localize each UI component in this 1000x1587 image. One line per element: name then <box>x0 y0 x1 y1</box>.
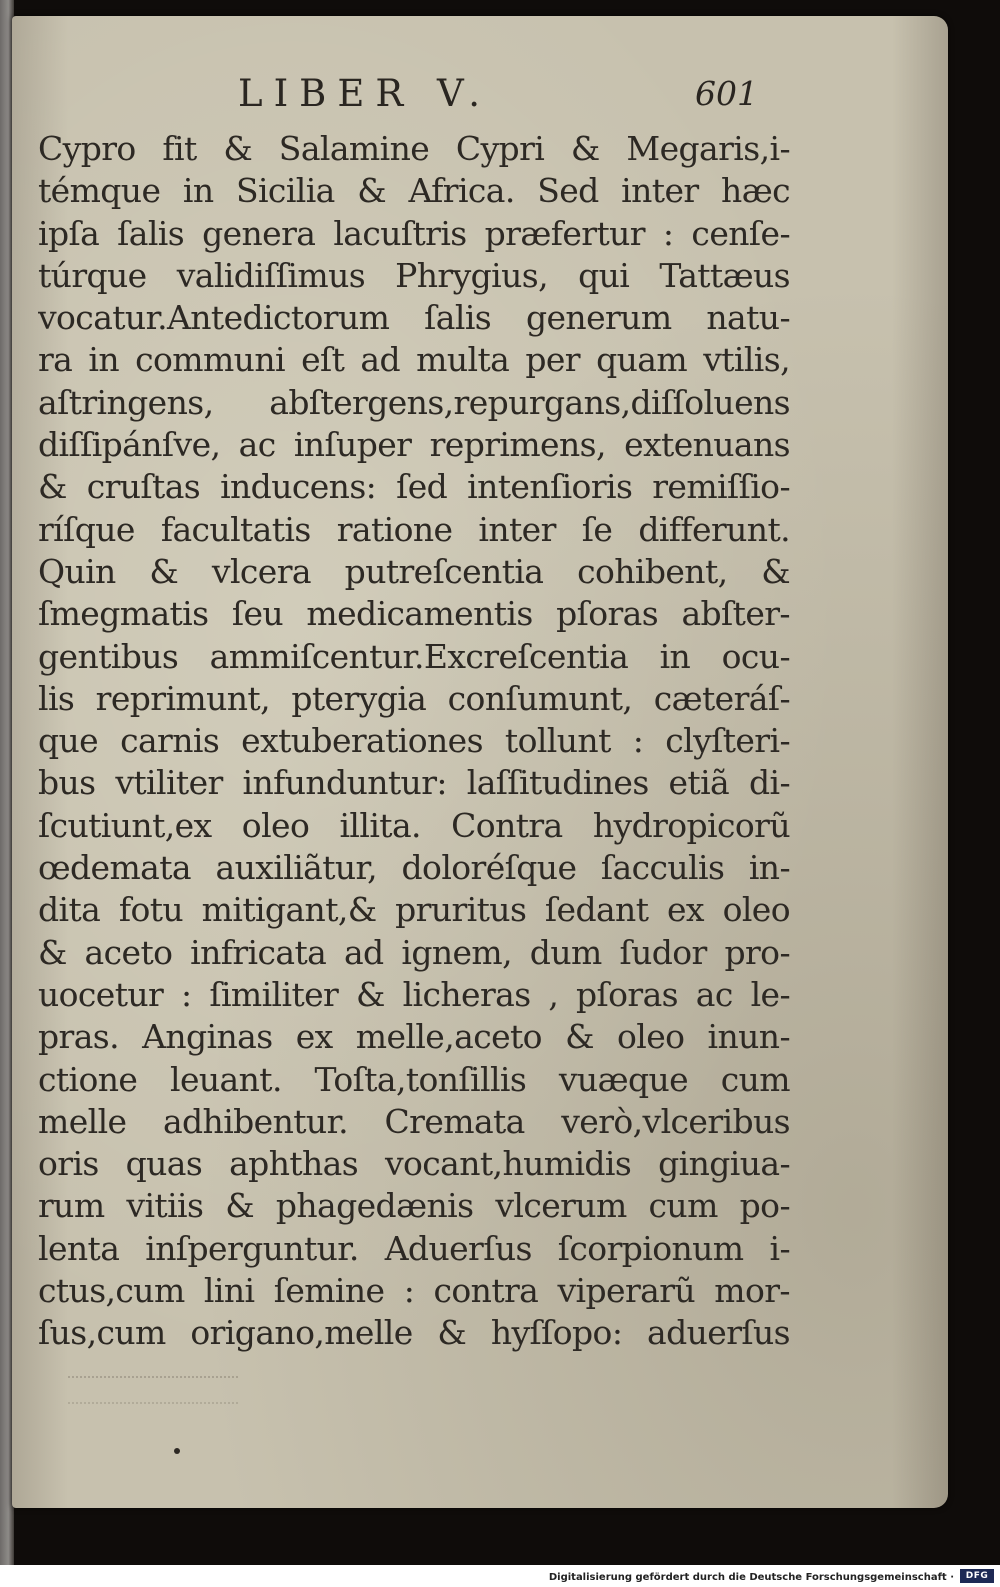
text-line: rum vitiis & phagedænis vlcerum cum po- <box>38 1186 790 1226</box>
text-line: dita fotu mitigant,& pruritus ſedant ex oleo <box>38 890 790 930</box>
text-line: ctus,cum lini ſemine : contra viperarũ mor- <box>38 1271 790 1311</box>
text-line: Cypro fit & Salamine Cypri & Megaris,i- <box>38 129 790 168</box>
text-line: diſſipánſve, ac inſuper reprimens, extenuans <box>38 425 790 465</box>
text-line: ſmegmatis ſeu medicamentis pſoras abſter- <box>38 594 790 634</box>
text-line: œdemata auxiliãtur, doloréſque ſacculis in- <box>38 848 790 888</box>
book-page <box>12 16 948 1508</box>
text-line: ríſque facultatis ratione inter ſe differunt. <box>38 509 790 549</box>
text-line: uocetur : ſimiliter & licheras , pſoras ac le- <box>38 974 790 1014</box>
text-line: & aceto infricata ad ignem, dum ſudor pro- <box>38 932 790 972</box>
show-through-mark <box>68 1376 238 1404</box>
text-line: aſtringens, abſtergens,repurgans,diſſoluens <box>38 382 790 422</box>
running-head: LIBER V. <box>238 72 492 115</box>
text-line: que carnis extuberationes tollunt : clyſteri- <box>38 721 790 761</box>
text-line: túrque validiſſimus Phrygius, qui Tattæus <box>38 255 790 295</box>
text-line: lis reprimunt, pterygia conſumunt, cæteráſ- <box>38 678 790 718</box>
text-line: Quin & vlcera putreſcentia cohibent, & <box>38 551 790 591</box>
page-number: 601 <box>695 74 758 113</box>
dfg-logo-icon: DFG <box>960 1569 994 1583</box>
text-line: vocatur.Antedictorum ſalis generum natu- <box>38 298 790 338</box>
text-line: ſus,cum origano,melle & hyſſopo: aduerſus <box>38 1313 790 1353</box>
text-line: ctione leuant. Toſta,tonſillis vuæque cum <box>38 1059 790 1099</box>
text-line: lenta inſperguntur. Aduerſus ſcorpionum i- <box>38 1228 790 1268</box>
text-line: pras. Anginas ex melle,aceto & oleo inun- <box>38 1017 790 1057</box>
footer-bar <box>0 1565 1000 1587</box>
text-line: bus vtiliter infunduntur: laſſitudines etiã di- <box>38 763 790 803</box>
text-line: oris quas aphthas vocant,humidis gingiua- <box>38 1144 790 1184</box>
text-line: melle adhibentur. Cremata verò,vlceribus <box>38 1101 790 1141</box>
text-line: ra in communi eſt ad multa per quam vtilis, <box>38 340 790 380</box>
body-text <box>38 128 790 1355</box>
text-line: ſcutiunt,ex oleo illita. Contra hydropicorũ <box>38 805 790 845</box>
text-line: gentibus ammiſcentur.Excreſcentia in ocu- <box>38 636 790 676</box>
text-line: témque in Sicilia & Africa. Sed inter hæc <box>38 171 790 211</box>
text-line: ipſa ſalis genera lacuſtris præfertur : cenſe- <box>38 213 790 253</box>
funding-credit: Digitalisierung gefördert durch die Deutsche Forschungsgemeinschaft · <box>548 1572 954 1583</box>
text-line: & cruſtas inducens: ſed intenſioris remiſſio- <box>38 467 790 507</box>
ink-spot <box>174 1448 180 1454</box>
